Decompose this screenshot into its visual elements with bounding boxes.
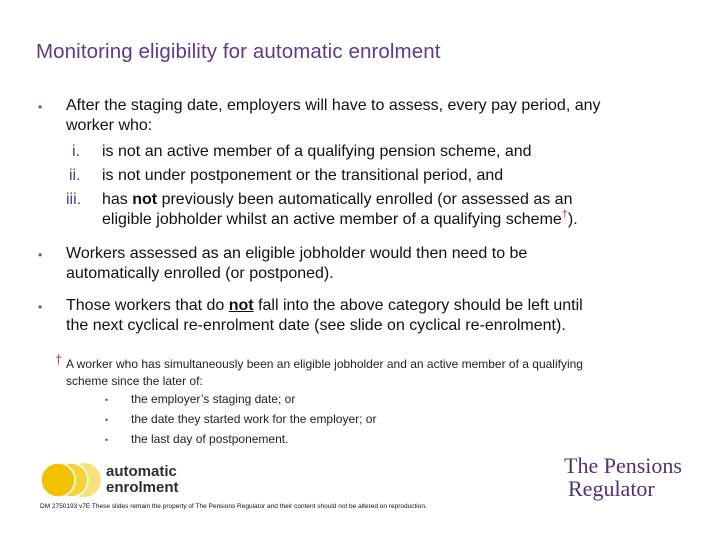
bullet-2-line1: Workers assessed as an eligible jobholder would then need to be: [66, 245, 528, 262]
bullet-marker: •: [38, 248, 43, 262]
sub-item-iii-end: ).: [567, 211, 578, 228]
automatic-enrolment-logo-icon: [40, 460, 102, 500]
bullet-marker: •: [38, 100, 43, 114]
bullet-2-line2: automatically enrolled (or postponed).: [66, 265, 334, 282]
footnote-bullet: •: [105, 415, 109, 425]
bullet-marker: •: [38, 300, 43, 314]
bullet-1-line1: the staging date, employers will have to assess, every pay period, any: [99, 97, 601, 114]
bullet-2: [66, 244, 706, 284]
footnote-line1: A worker who has simultaneously been an eligible jobholder and an active member of a qualifying: [66, 357, 583, 371]
sub-item-iii: [102, 190, 702, 230]
footnote-bullet: •: [105, 435, 109, 445]
sub-num-ii: ii.: [69, 167, 81, 184]
footnote-dagger: †: [55, 352, 63, 367]
sub-num-iii: iii.: [66, 191, 82, 208]
bullet-3-not: not: [228, 297, 254, 314]
bullet-1-line2: worker who:: [66, 117, 153, 134]
bullet-3: [66, 296, 706, 336]
tpr-logo-line2: Regulator: [568, 476, 655, 501]
footnote-item-3: the last day of postponement.: [131, 432, 289, 446]
sub-item-i: is not an active member of a qualifying pension scheme, and: [102, 143, 532, 160]
bullet-3-post: fall into the above category should be left until: [253, 297, 583, 314]
bullet-1: [66, 96, 706, 136]
dagger-mark: †: [561, 208, 568, 221]
sub-item-iii-pre: has: [102, 191, 133, 208]
bullet-1-lead: After: [66, 97, 100, 114]
footnote-item-2: the date they started work for the employer; or: [131, 412, 377, 426]
sub-num-i: i.: [72, 143, 80, 160]
logo-ae-line2: enrolment: [106, 479, 179, 496]
footnote-line2: scheme since the later of:: [66, 374, 203, 388]
sub-item-iii-not: not: [132, 191, 158, 208]
slide-title: Monitoring eligibility for automatic enrolment: [36, 40, 441, 63]
logo-ae-line1: automatic: [106, 463, 177, 480]
sub-item-iii-post: previously been automatically enrolled (or assessed as an: [157, 191, 573, 208]
footnote-item-1: the employer’s staging date; or: [131, 392, 296, 406]
bullet-3-pre: Those workers that do: [66, 297, 229, 314]
logo-circle-1: [41, 463, 75, 497]
footnote-bullet: •: [105, 395, 109, 405]
tpr-logo-line1: The Pensions: [564, 453, 682, 478]
disclaimer: DM 2750193 v7E These slides remain the property of The Pensions Regulator and their content should not be altered on reproduction.: [40, 503, 427, 510]
sub-item-iii-line2: eligible jobholder whilst an active member of a qualifying scheme: [102, 211, 562, 228]
sub-item-ii: is not under postponement or the transitional period, and: [102, 167, 504, 184]
bullet-3-line2: the next cyclical re-enrolment date (see slide on cyclical re-enrolment).: [66, 317, 566, 334]
